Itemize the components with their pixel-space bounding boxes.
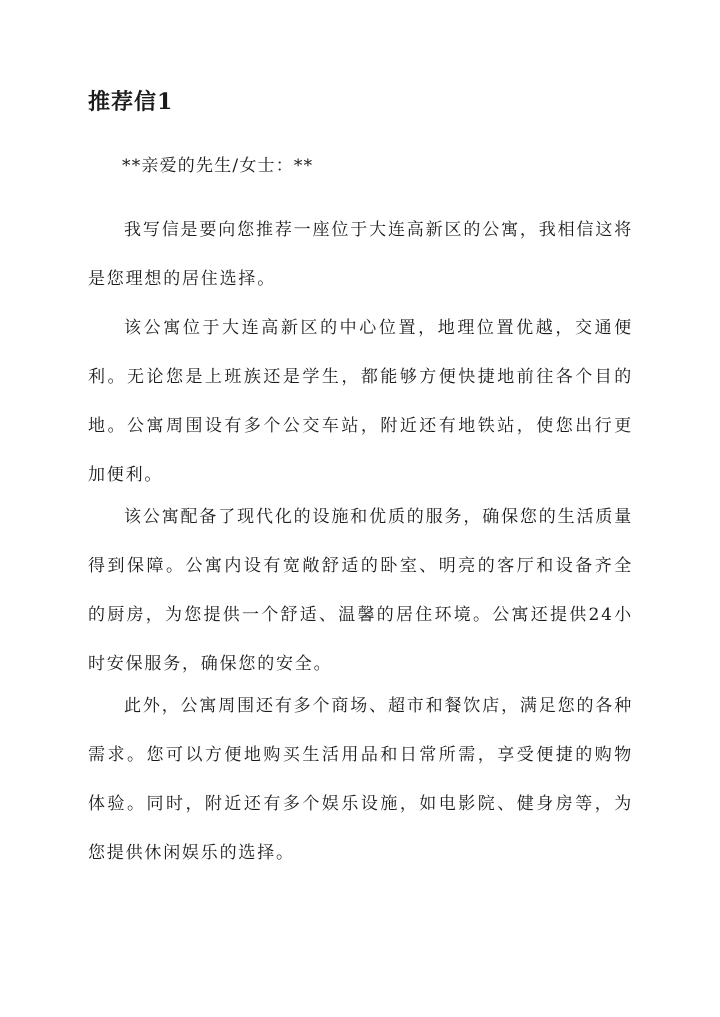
paragraph-surroundings: 此外，公寓周围还有多个商场、超市和餐饮店，满足您的各种需求。您可以方便地购买生活用品和日常所需，享受便捷的购物体验。同时，附近还有多个娱乐设施，如电影院、健身房等，为您提供休闲娱乐的选择。 — [88, 696, 633, 863]
paragraph-location: 该公寓位于大连高新区的中心位置，地理位置优越，交通便利。无论您是上班族还是学生，都能够方便快捷地前往各个目的地。公寓周围设有多个公交车站，附近还有地铁站，使您出行更加便利。 — [88, 318, 633, 485]
paragraph-facilities: 该公寓配备了现代化的设施和优质的服务，确保您的生活质量得到保障。公寓内设有宽敞舒适的卧室、明亮的客厅和设备齐全的厨房，为您提供一个舒适、温馨的居住环境。公寓还提供24小时安保服务，确保您的安全。 — [88, 507, 633, 674]
letter-title: 推荐信1 — [88, 89, 174, 115]
salutation: **亲爱的先生/女士：** — [122, 156, 314, 176]
paragraph-intro: 我写信是要向您推荐一座位于大连高新区的公寓，我相信这将是您理想的居住选择。 — [88, 220, 633, 289]
